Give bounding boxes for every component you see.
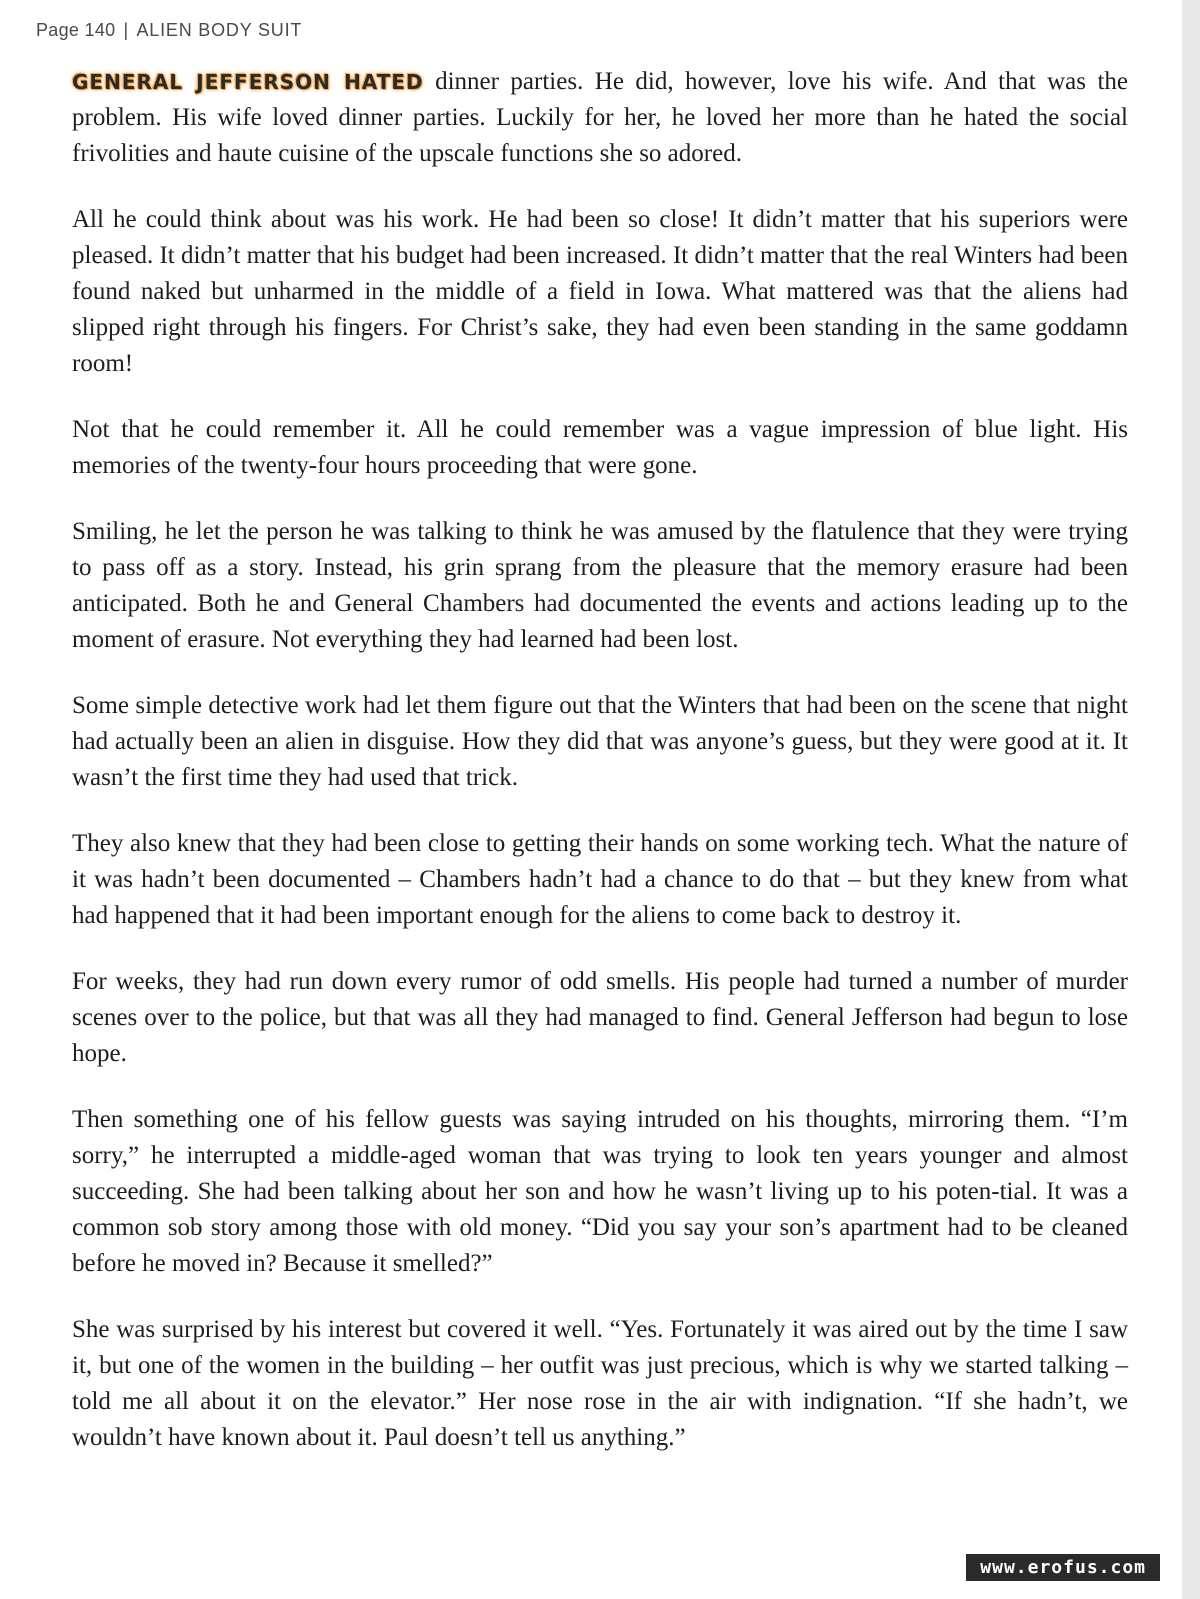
page-edge [1182, 0, 1200, 1599]
paragraph-1 [72, 64, 1128, 172]
paragraph-6: They also knew that they had been close to getting their hands on some working tech. What the nature of it was hadn’t been documented – Chambers hadn’t had a chance to do that – but they knew from what had happened that it had been important enough for the aliens to come back to destroy it. [72, 830, 1128, 929]
paragraph-4: Smiling, he let the person he was talking to think he was amused by the flatulence that they were trying to pass off as a story. Instead, his grin sprang from the pleasure that the memory erasure had been anticipated. Both he and General Chambers had documented the events and actions leading up to the moment of erasure. Not everything they had learned had been lost. [72, 518, 1128, 653]
paragraph-2: All he could think about was his work. He had been so close! It didn’t matter that his superiors were pleased. It didn’t matter that his budget had been increased. It didn’t matter that the real Winters had been found naked but unharmed in the middle of a field in Iowa. What mattered was that the aliens had slipped right through his fingers. For Christ’s sake, they had even been standing in the same goddamn room! [72, 206, 1128, 377]
watermark-url: www.erofus.com [966, 1554, 1160, 1581]
book-title: ALIEN BODY SUIT [136, 20, 303, 40]
header-separator: | [123, 20, 129, 40]
paragraph-9: She was surprised by his interest but covered it well. “Yes. Fortunately it was aired out by the time I saw it, but one of the women in the building – her outfit was just precious, which is why we started talking – told me all about it on the elevator.” Her nose rose in the air with indignation. “If she hadn’t, we wouldn’t have known about it. Paul doesn’t tell us anything.” [72, 1316, 1128, 1451]
chapter-lead-in: GENERAL JEFFERSON HATED [72, 70, 424, 94]
page-number: Page 140 [36, 20, 116, 40]
page-body [72, 64, 1128, 1486]
paragraph-5: Some simple detective work had let them figure out that the Winters that had been on the scene that night had actually been an alien in disguise. How they did that was anyone’s guess, but they were good at it. It wasn’t the first time they had used that trick. [72, 692, 1128, 791]
paragraph-3: Not that he could remember it. All he could remember was a vague impression of blue light. His memories of the twenty-four hours proceeding that were gone. [72, 416, 1128, 479]
running-header [36, 20, 302, 41]
paragraph-7: For weeks, they had run down every rumor of odd smells. His people had turned a number of murder scenes over to the police, but that was all they had managed to find. General Jefferson had begun to lose hope. [72, 968, 1128, 1067]
paragraph-1-text: dinner parties. He did, however, love his wife. And that was the problem. His wife loved dinner parties. Luckily for her, he loved her more than he hated the social frivolities and haute cuisine of the upscale functions she so adored. [72, 68, 1129, 167]
paragraph-8: Then something one of his fellow guests was saying intruded on his thoughts, mirroring them. “I’m sorry,” he interrupted a middle-aged woman that was trying to look ten years younger and almost succeeding. She had been talking about her son and how he wasn’t living up to his poten-tial. It was a common sob story among those with old money. “Did you say your son’s apartment had to be cleaned before he moved in? Because it smelled?” [72, 1106, 1128, 1277]
